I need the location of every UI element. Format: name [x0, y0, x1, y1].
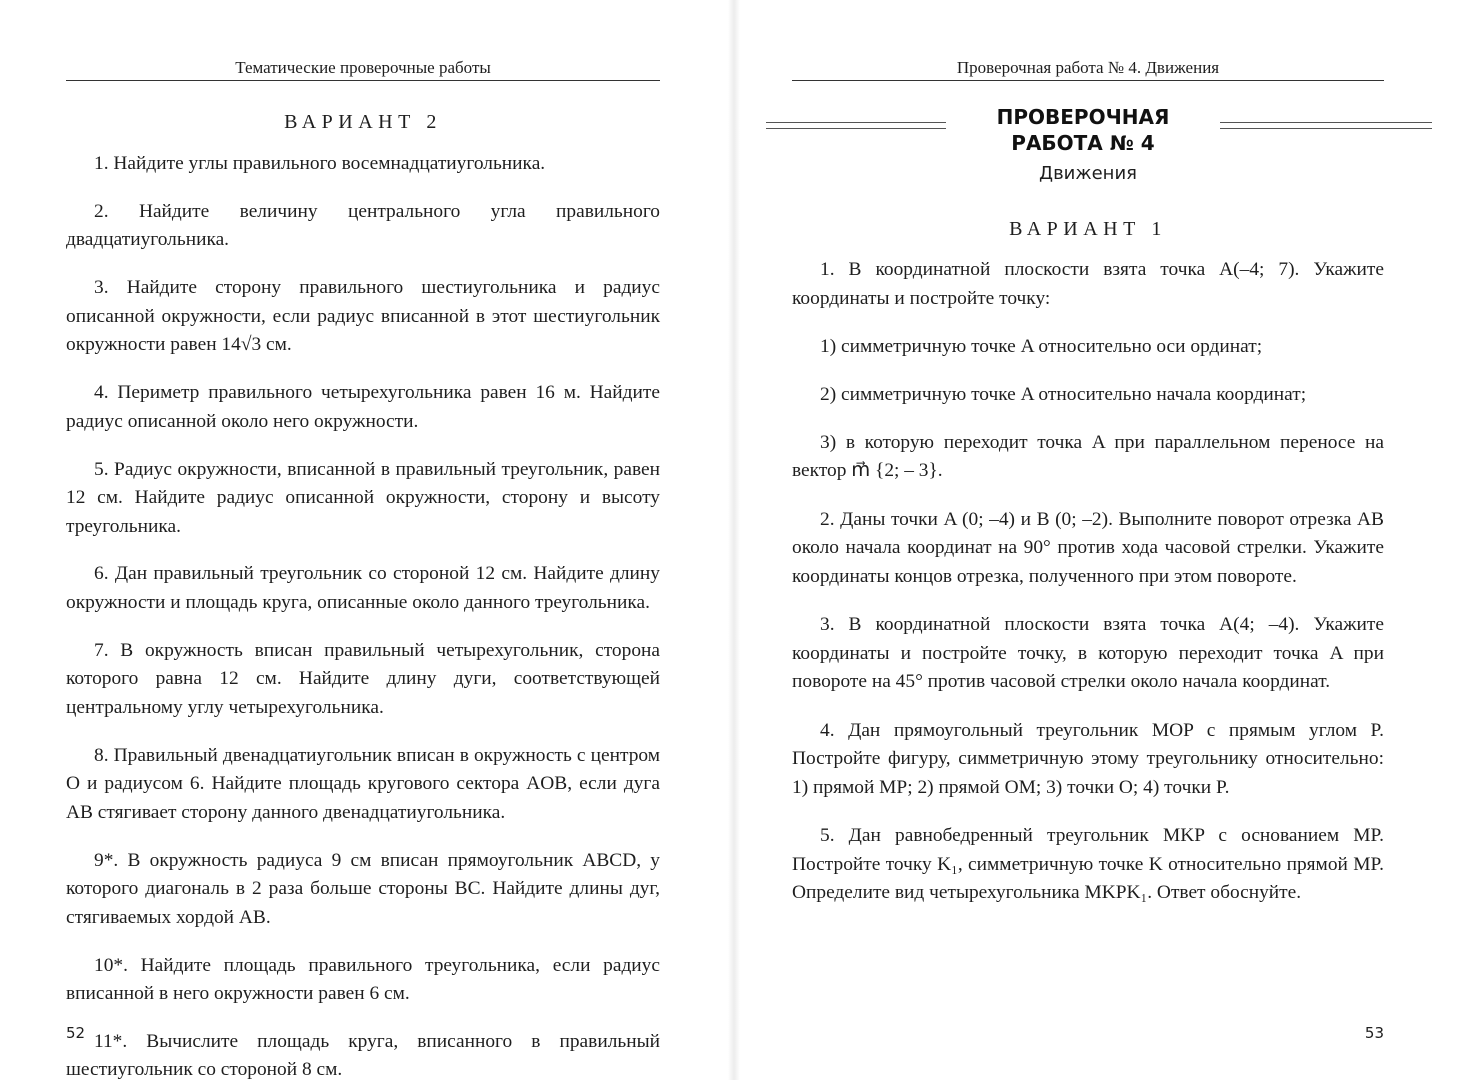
header-rule — [792, 80, 1384, 81]
task-item: 9*. В окружность радиуса 9 см вписан прямоугольник ABCD, у которого диагональ в 2 раза больше стороны BC. Найдите длины дуг, стягиваемых хордой AB. — [66, 849, 660, 928]
task-item: 2. Найдите величину центрального угла правильного двадцатиугольника. — [66, 200, 660, 251]
task-item: 6. Дан правильный треугольник со стороной 12 см. Найдите длину окружности и площадь круга, описанные около данного треугольника. — [66, 563, 660, 613]
work-title: ПРОВЕРОЧНАЯ РАБОТА № 4 — [996, 105, 1170, 155]
task-item: 11*. Вычислите площадь круга, вписанного в правильный шестиугольник со стороной 8 см. — [66, 1030, 660, 1081]
task-item: 4. Дан прямоугольный треугольник MOP с прямым углом P. Постройте фигуру, симметричную этому треугольнику относительно: 1) прямой MP; 2) прямой OM; 3) точки O; 4) точки P. — [792, 719, 1384, 798]
task-item: 1. В координатной плоскости взята точка A(–4; 7). Укажите координаты и постройте точку: — [792, 259, 1384, 309]
task-item: 8. Правильный двенадцатиугольник вписан в окружность с центром O и радиусом 6. Найдите площадь кругового сектора AOB, если дуга AB стягивает сторону данного двенадцатиугольника. — [66, 744, 660, 823]
task-item: 7. В окружность вписан правильный четырехугольник, сторона которого равна 12 см. Найдите длину дуги, соответствующей центральному углу четырехугольника. — [66, 639, 660, 718]
left-page — [66, 0, 660, 1080]
right-page — [792, 0, 1384, 1080]
task-list — [66, 150, 660, 1091]
task-item: 1. Найдите углы правильного восемнадцатиугольника. — [94, 153, 546, 174]
title-rule-left — [766, 122, 946, 129]
task-subitem: 3) в которую переходит точка A при параллельном переносе на вектор m⃗ {2; – 3}. — [792, 431, 1384, 482]
variant-heading: ВАРИАНТ 1 — [1009, 218, 1167, 240]
variant-heading: ВАРИАНТ 2 — [284, 111, 442, 133]
task-item: 5. Дан равнобедренный треугольник MKP с основанием MP. Постройте точку K₁, симметричную точке K относительно прямой MP. Определите вид четырехугольника MKPK₁. Ответ обоснуйте. — [792, 825, 1384, 904]
running-head: Проверочная работа № 4. Движения — [956, 58, 1220, 77]
page-number: 52 — [66, 1024, 86, 1042]
task-item: 4. Периметр правильного четырехугольника равен 16 м. Найдите радиус описанной около него окружности. — [66, 382, 660, 432]
work-title-banner — [766, 100, 1432, 155]
task-subitem: 2) симметричную точке A относительно начала координат; — [820, 383, 1307, 405]
task-item: 5. Радиус окружности, вписанной в правильный треугольник, равен 12 см. Найдите радиус описанной окружности, сторону и высоту треугольника. — [66, 458, 660, 537]
task-list — [792, 256, 1384, 928]
topic-heading: Движения — [1039, 163, 1137, 184]
task-item: 2. Даны точки A (0; –4) и B (0; –2). Выполните поворот отрезка AB около начала координат на 90° против хода часовой стрелки. Укажите координаты концов отрезка, полученного при этом повороте. — [792, 508, 1384, 587]
running-head: Тематические проверочные работы — [235, 58, 491, 77]
page-number: 53 — [1364, 1024, 1384, 1042]
task-subitem: 1) симметричную точке A относительно оси ординат; — [820, 336, 1263, 357]
task-item: 3. Найдите сторону правильного шестиугольника и радиус описанной окружности, если радиус вписанной в этот шестиугольник окружности равен 14√3 см. — [66, 277, 660, 356]
task-item: 10*. Найдите площадь правильного треугольника, если радиус вписанной в него окружности равен 6 см. — [66, 954, 660, 1005]
header-rule — [66, 80, 660, 81]
book-gutter — [728, 0, 740, 1080]
title-rule-right — [1220, 122, 1432, 129]
task-item: 3. В координатной плоскости взята точка A(4; –4). Укажите координаты и постройте точку, в которую переходит точка A при повороте на 45° против часовой стрелки около начала координат. — [792, 614, 1384, 693]
